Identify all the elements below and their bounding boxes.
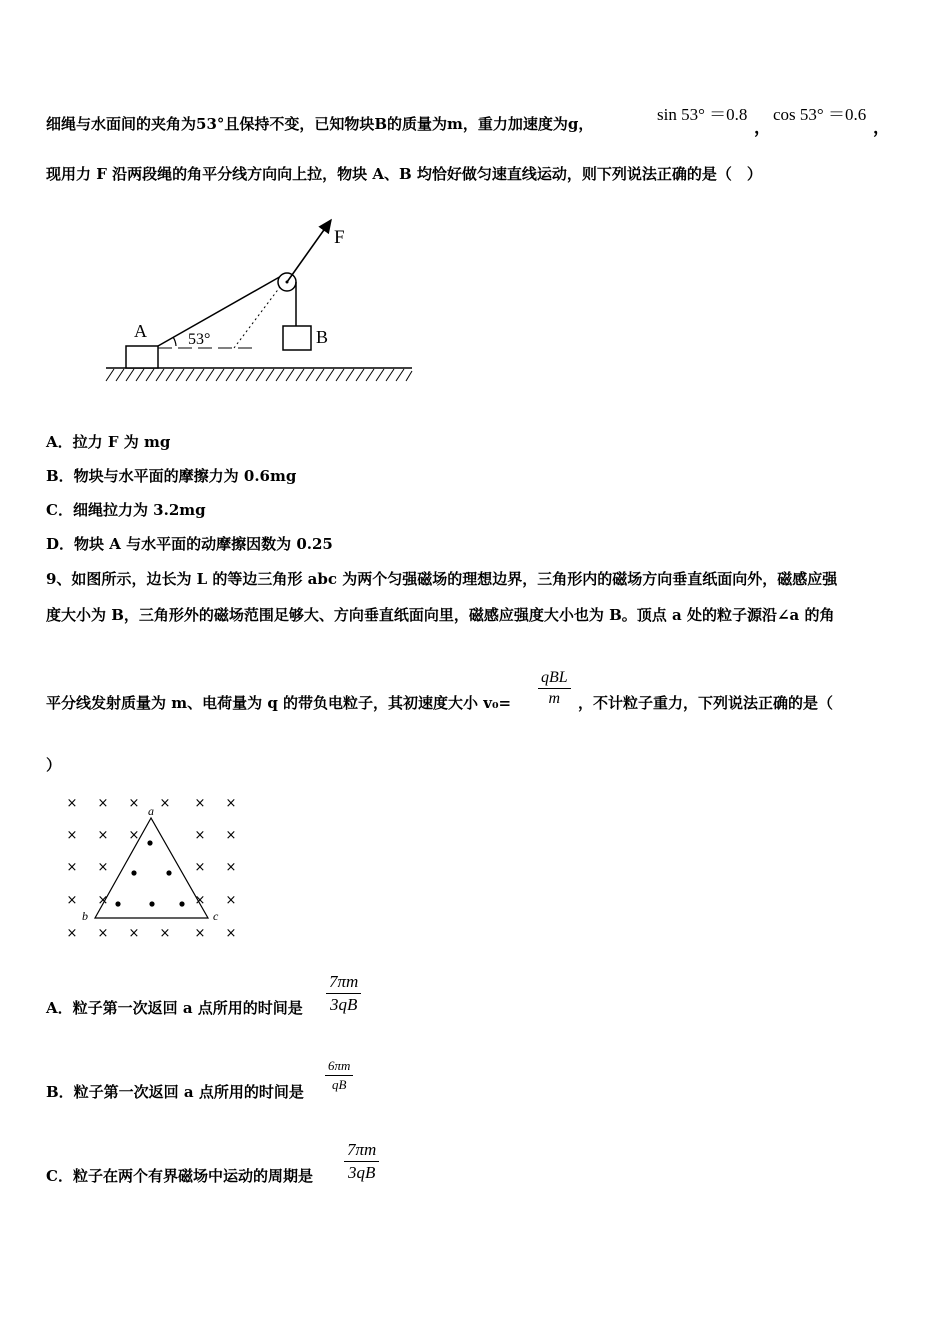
force-arrow bbox=[287, 220, 331, 282]
q8-option-c: C．细绳拉力为 3.2mg bbox=[46, 501, 206, 519]
string-a bbox=[158, 275, 283, 346]
cross-mark: × bbox=[194, 796, 206, 811]
pulley-figure bbox=[100, 205, 420, 390]
q8-option-d: D．物块 A 与水平面的动摩擦因数为 0.25 bbox=[46, 535, 333, 553]
dot-mark bbox=[166, 870, 171, 875]
cross-mark: × bbox=[66, 796, 78, 811]
q8-line-1: 细绳与水面间的夹角为53°且保持不变，已知物块B的质量为m，重力加速度为g， bbox=[46, 115, 594, 133]
label-a: A bbox=[134, 321, 147, 341]
cross-mark: × bbox=[225, 926, 237, 941]
cross-mark: × bbox=[159, 796, 171, 811]
v0-denominator: m bbox=[548, 690, 561, 707]
fraction-denominator: 3qB bbox=[329, 995, 358, 1014]
cross-mark: × bbox=[225, 860, 237, 875]
q9-line-3-prefix: 平分线发射质量为 m、电荷量为 q 的带负电粒子，其初速度大小 v₀= bbox=[46, 694, 512, 712]
q9-option-c: C．粒子在两个有界磁场中运动的周期是 bbox=[46, 1167, 313, 1185]
fraction-denominator: qB bbox=[331, 1077, 347, 1092]
block-b bbox=[283, 326, 311, 350]
dot-mark bbox=[179, 901, 184, 906]
cross-mark: × bbox=[97, 926, 109, 941]
cross-mark: × bbox=[97, 796, 109, 811]
fraction-numerator: 6πm bbox=[328, 1058, 351, 1073]
bisector-dotted bbox=[234, 279, 286, 348]
cross-mark: × bbox=[97, 893, 109, 908]
q9-option-b: B．粒子第一次返回 a 点所用的时间是 bbox=[46, 1083, 304, 1101]
q9-line-1: 9、如图所示，边长为 L 的等边三角形 abc 为两个匀强磁场的理想边界，三角形内的磁场方向垂直纸面向外，磁感应强 bbox=[46, 570, 838, 588]
cross-mark: × bbox=[66, 860, 78, 875]
cos-expression: cos 53° ＝0.6 bbox=[773, 105, 867, 124]
cross-mark: × bbox=[66, 828, 78, 843]
q8-line-2: 现用力 F 沿两段绳的角平分线方向向上拉，物块 A、B 均恰好做匀速直线运动，则下列说法正确的是（ ） bbox=[46, 165, 762, 183]
q8-option-b: B．物块与水平面的摩擦力为 0.6mg bbox=[46, 467, 297, 485]
cross-mark: × bbox=[66, 926, 78, 941]
cross-mark: × bbox=[128, 926, 140, 941]
separator-comma: ， bbox=[754, 118, 771, 137]
angle-label: 53° bbox=[188, 331, 211, 348]
q8-option-a: A．拉力 F 为 mg bbox=[46, 433, 171, 451]
vertex-b-label: b bbox=[82, 909, 88, 923]
end-comma: ， bbox=[873, 118, 890, 137]
angle-arc bbox=[173, 337, 176, 346]
dot-mark bbox=[131, 870, 136, 875]
v0-numerator: qBL bbox=[541, 669, 568, 686]
label-b: B bbox=[316, 327, 329, 347]
cross-mark: × bbox=[194, 860, 206, 875]
dot-mark bbox=[115, 901, 120, 906]
cross-mark: × bbox=[128, 828, 140, 843]
fraction-numerator: 7πm bbox=[329, 972, 359, 991]
q9-line-2: 度大小为 B，三角形外的磁场范围足够大、方向垂直纸面向里，磁感应强度大小也为 B。顶点 a 处的粒子源沿∠a 的角 bbox=[46, 606, 835, 624]
cross-mark: × bbox=[194, 926, 206, 941]
ground-hatch bbox=[106, 369, 412, 381]
q9-line-4: ） bbox=[46, 756, 62, 774]
vertex-a-label: a bbox=[148, 804, 154, 818]
inner-field-dots bbox=[115, 840, 184, 906]
label-f: F bbox=[334, 227, 345, 248]
cross-mark: × bbox=[66, 893, 78, 908]
dot-mark bbox=[147, 840, 152, 845]
cross-mark: × bbox=[128, 796, 140, 811]
q9-option-c-fraction bbox=[344, 1139, 379, 1184]
cross-mark: × bbox=[159, 926, 171, 941]
q9-option-b-fraction bbox=[325, 1057, 353, 1094]
cross-mark: × bbox=[225, 828, 237, 843]
dot-mark bbox=[149, 901, 154, 906]
cross-mark: × bbox=[97, 860, 109, 875]
cross-mark: × bbox=[225, 796, 237, 811]
triangle-field-figure bbox=[60, 792, 250, 942]
fraction-denominator: 3qB bbox=[347, 1163, 376, 1182]
q9-line-3-suffix: ，不计粒子重力，下列说法正确的是（ bbox=[578, 694, 834, 712]
q9-option-a: A．粒子第一次返回 a 点所用的时间是 bbox=[46, 999, 303, 1017]
q9-option-a-fraction bbox=[326, 971, 361, 1016]
cross-mark: × bbox=[225, 893, 237, 908]
cross-mark: × bbox=[194, 828, 206, 843]
v0-fraction bbox=[538, 668, 571, 709]
fraction-numerator: 7πm bbox=[347, 1140, 377, 1159]
block-a bbox=[126, 346, 158, 368]
vertex-c-label: c bbox=[213, 909, 219, 923]
cross-mark: × bbox=[194, 893, 206, 908]
sin-expression: sin 53° ＝0.8 bbox=[657, 105, 748, 124]
cross-mark: × bbox=[97, 828, 109, 843]
